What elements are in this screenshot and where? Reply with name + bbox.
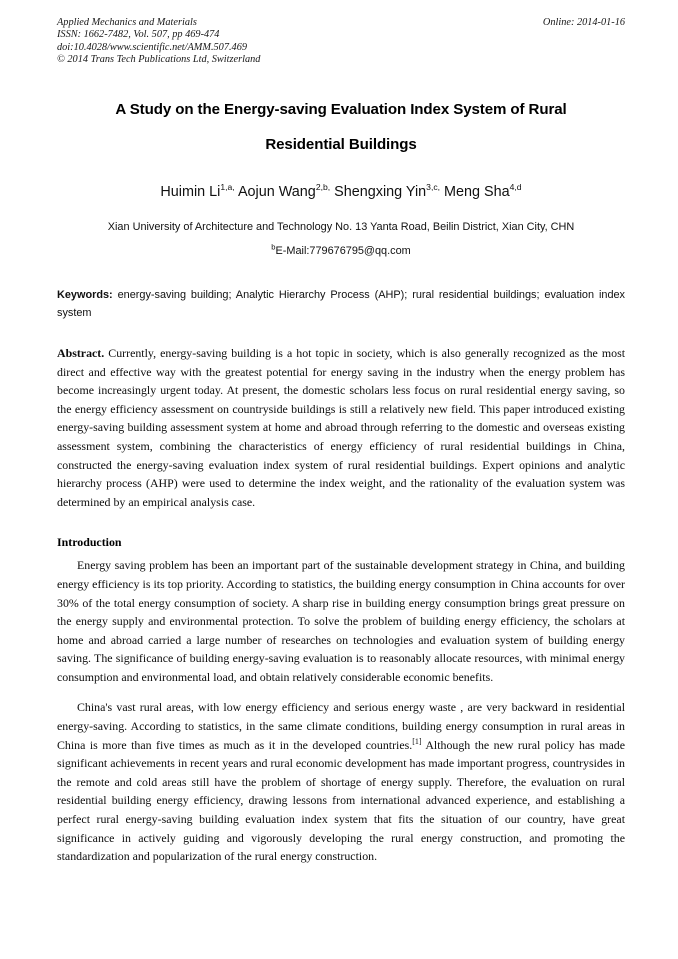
paragraph-2-part-1: China's vast rural areas, with low energy efficiency and serious energy waste , are very backward in residential energy-saving. According to statistics, in the same climate conditions, building energy consumption in rural areas in China is more than five times as much as it in the developed countries. [57,700,625,752]
author-entry [444,184,522,200]
introduction-paragraph-2 [57,698,625,865]
paragraph-2-part-2: Although the new rural policy has made significant achievements in recent years and rural economic development has made important progress, countrysides in the remote and cold areas still have the problem of shortage of energy supply. Therefore, the evaluation on rural residential building energy efficiency, drawing lessons from international advanced experience, and establishing a perfect rural energy-saving building evaluation index system that fits the situation of our country, have great significance in actively guiding and vigorously developing the rural energy construction, and promoting the standardization and popularization of the rural energy construction. [57,737,625,864]
author-name: Huimin Li [160,184,221,200]
author-affiliation-marker: 2,b, [315,182,331,193]
title-line-1: A Study on the Energy-saving Evaluation Index System of Rural [115,101,567,118]
corresponding-email [57,242,625,257]
author-name: Meng Sha [444,184,510,200]
citation-reference-1: [1] [412,736,422,746]
journal-masthead [57,17,625,69]
author-affiliation-marker: 4,d [509,182,522,193]
introduction-paragraph-1: Energy saving problem has been an important part of the sustainable development strategy in China, and building energy efficiency is its top priority. According to statistics, the building energy consumption in China accounts for over 30% of the total energy consumption of society. A sharp rise in building energy consumption brings great pressure on the energy supply and environmental protection. To solve the problem of building energy efficiency, the scholars at home and abroad carried a large number of researches on technologies and evaluation system of building energy saving. The significance of building energy-saving evaluation is to reasonably allocate resources, with minimal energy consumption and environmental load, and obtain relatively considerable economic benefits. [57,558,625,684]
online-date: Online: 2014-01-16 [542,17,625,28]
email-affiliation-marker: b [271,242,276,252]
email-text: E-Mail:779676795@qq.com [275,245,411,257]
author-entry [160,184,234,200]
author-affiliation-marker: 3,c, [426,182,441,193]
author-list [57,184,625,200]
section-heading-introduction: Introduction [57,535,122,550]
author-name: Shengxing Yin [334,184,427,200]
masthead-left [57,17,477,67]
title-line-2: Residential Buildings [265,136,417,153]
author-entry [238,184,330,200]
keywords-text: energy-saving building; Analytic Hierarchy Process (AHP); rural residential buildings; evaluation index system [57,289,625,319]
keywords-section [57,287,625,322]
keywords-label: Keywords: [57,289,113,301]
abstract-section [57,344,625,511]
page-title [57,92,625,162]
journal-name: Applied Mechanics and Materials [57,17,197,28]
author-entry [334,184,440,200]
author-affiliation-marker: 1,a, [220,182,235,193]
copyright-line: © 2014 Trans Tech Publications Ltd, Switzerland [57,54,261,66]
affiliation-address: Xian University of Architecture and Technology No. 13 Yanta Road, Beilin District, Xian City, CHN [107,221,575,233]
issn-line: ISSN: 1662-7482, Vol. 507, pp 469-474 [57,29,220,41]
doi-line: doi:10.4028/www.scientific.net/AMM.507.469 [57,41,247,53]
abstract-text: Currently, energy-saving building is a hot topic in society, which is also generally recognized as the most direct and effective way with the greatest potential for energy saving in the industry when the energy problem has become increasingly urgent today. At present, the domestic scholars less focus on rural residential energy saving, so the energy efficiency assessment on countryside buildings is still a relatively new field. This paper introduced existing energy-saving building assessment system at home and abroad through referring to the domestic and overseas existing assessment system, combining the characteristics of energy efficiency of rural residential buildings in China, constructed the energy-saving evaluation index system of rural residential buildings. Expert opinions and analytic hierarchy process (AHP) were used to determine the index weight, and the rationality of the evaluation system was determined by an empirical analysis case. [57,346,625,509]
author-name: Aojun Wang [237,184,316,200]
abstract-label: Abstract. [57,346,105,360]
